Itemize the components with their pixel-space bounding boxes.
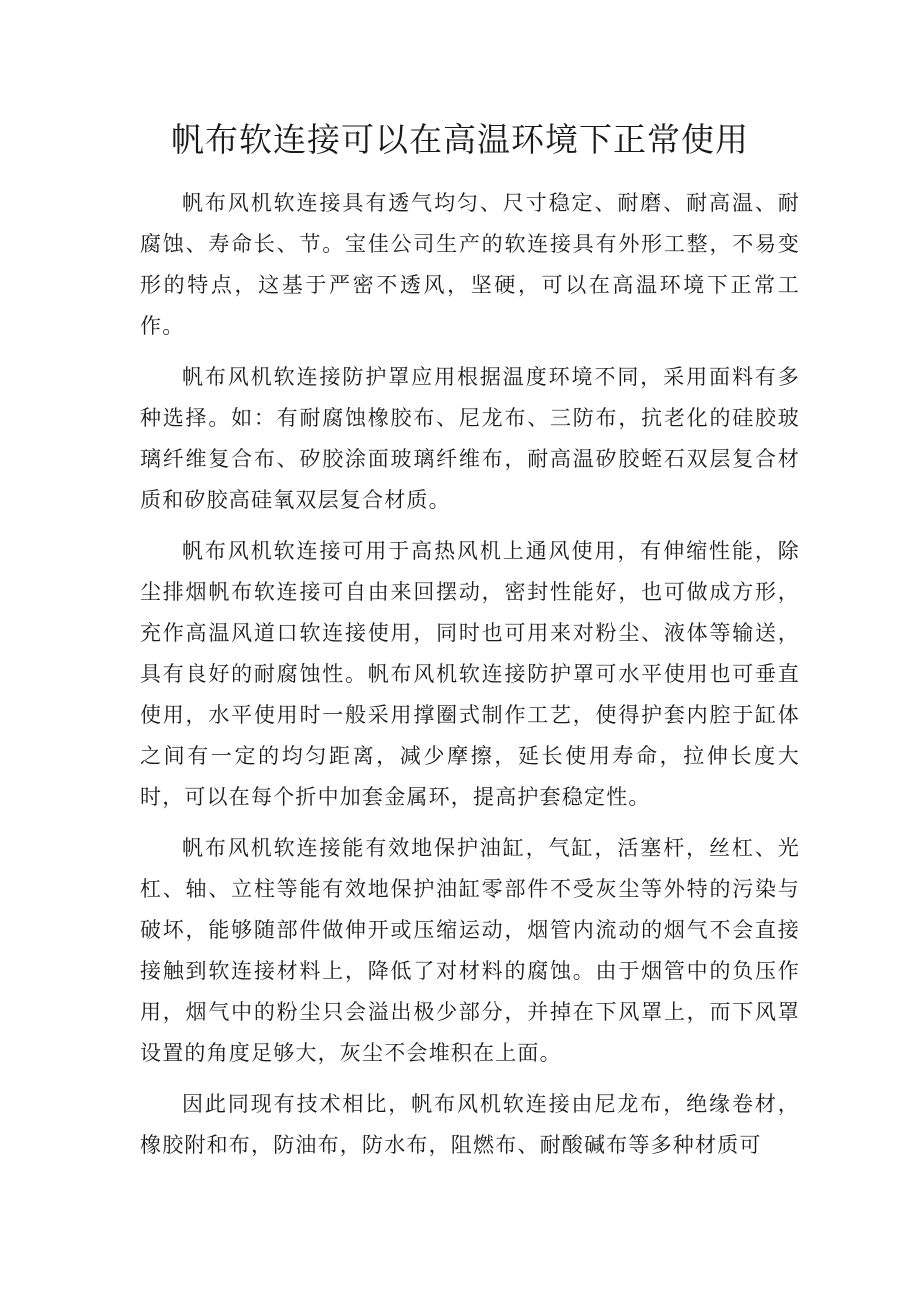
paragraph-2: 帆布风机软连接防护罩应用根据温度环境不同，采用面料有多种选择。如：有耐腐蚀橡胶布、尼龙布、三防布，抗老化的硅胶玻璃纤维复合布、矽胶涂面玻璃纤维布，耐高温矽胶蛭石双层复合材质和矽胶高硅氧双层复合材质。 <box>140 365 800 512</box>
paragraph-5: 因此同现有技术相比，帆布风机软连接由尼龙布，绝缘卷材，橡胶附和布，防油布，防水布，阻燃布、耐酸碱布等多种材质可 <box>140 1092 800 1157</box>
document-body <box>140 183 800 1176</box>
document-title: 帆布软连接可以在高温环境下正常使用 <box>171 120 749 159</box>
paragraph-4: 帆布风机软连接能有效地保护油缸，气缸，活塞杆，丝杠、光杠、轴、立柱等能有效地保护油缸零部件不受灰尘等外特的污染与破坏，能够随部件做伸开或压缩运动，烟管内流动的烟气不会直接接触到软连接材料上，降低了对材料的腐蚀。由于烟管中的负压作用，烟气中的粉尘只会溢出极少部分，并掉在下风罩上，而下风罩设置的角度足够大，灰尘不会堆积在上面。 <box>140 836 800 1065</box>
paragraph-3: 帆布风机软连接可用于高热风机上通风使用，有伸缩性能，除尘排烟帆布软连接可自由来回摆动，密封性能好，也可做成方形，充作高温风道口软连接使用，同时也可用来对粉尘、液体等输送，具有良好的耐腐蚀性。帆布风机软连接防护罩可水平使用也可垂直使用，水平使用时一般采用撑圈式制作工艺，使得护套内腔于缸体之间有一定的均匀距离，减少摩擦，延长使用寿命，拉伸长度大时，可以在每个折中加套金属环，提高护套稳定性。 <box>140 539 800 809</box>
paragraph-1: 帆布风机软连接具有透气均匀、尺寸稳定、耐磨、耐高温、耐腐蚀、寿命长、节。宝佳公司生产的软连接具有外形工整，不易变形的特点，这基于严密不透风，坚硬，可以在高温环境下正常工作。 <box>140 191 800 338</box>
